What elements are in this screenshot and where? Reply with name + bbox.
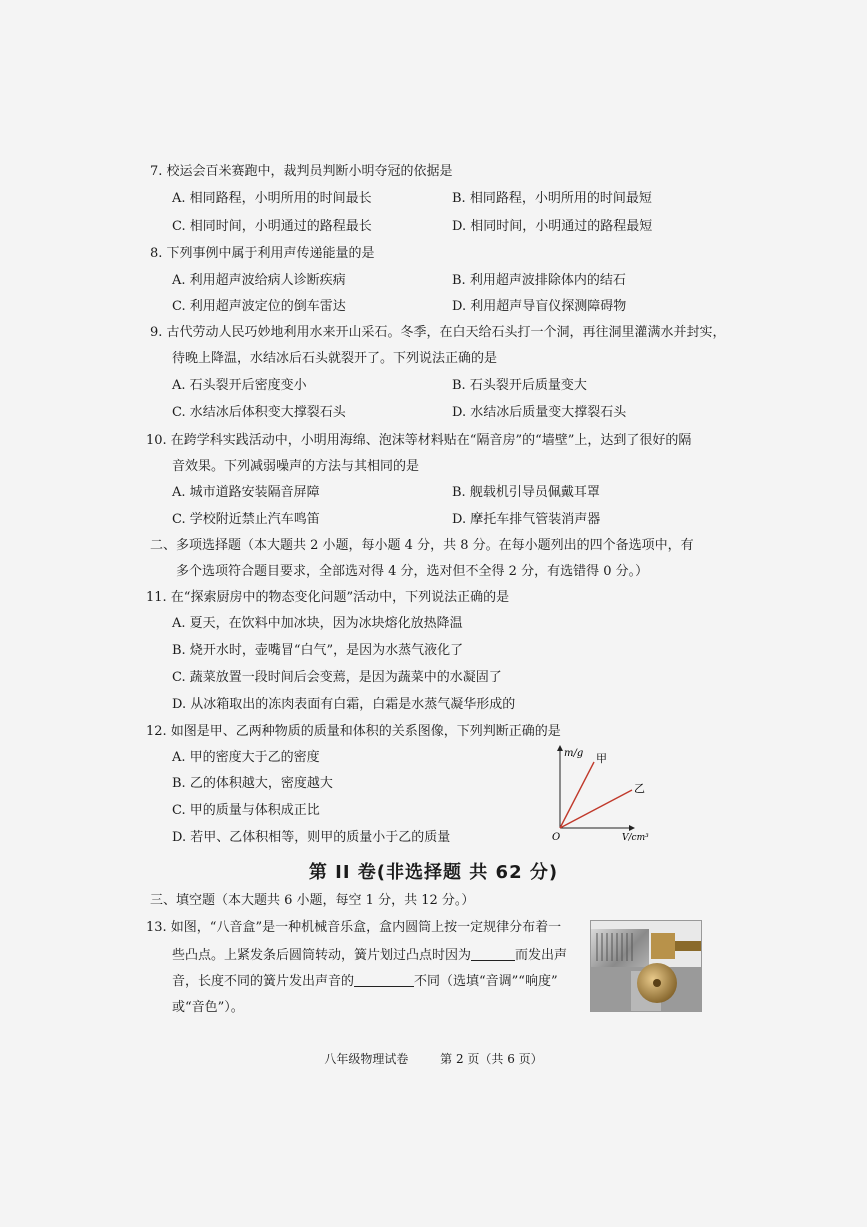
part2-title: 第 II 卷(非选择题 共 62 分) bbox=[308, 862, 559, 883]
q10-stem-line1: 10. 在跨学科实践活动中，小明用海绵、泡沫等材料贴在“隔音房”的“墙壁”上，达到了很好的隔 bbox=[146, 433, 692, 448]
section3-heading: 三、填空题（本大题共 6 小题，每空 1 分，共 12 分。） bbox=[150, 893, 475, 908]
q8-option-d: D. 利用超声导盲仪探测障碍物 bbox=[452, 299, 627, 314]
y-axis-label: m/g bbox=[564, 748, 584, 759]
q10-option-c: C. 学校附近禁止汽车鸣笛 bbox=[172, 512, 320, 527]
q11-option-d: D. 从冰箱取出的冻肉表面有白霜，白霜是水蒸气凝华形成的 bbox=[172, 697, 516, 712]
q13-line2 bbox=[172, 946, 567, 965]
q7-option-a: A. 相同路程，小明所用的时间最长 bbox=[172, 191, 372, 206]
q9-stem-line1: 9. 古代劳动人民巧妙地利用水来开山采石。冬季，在白天给石头打一个洞，再往洞里灌满水并封实， bbox=[150, 325, 726, 340]
page-footer bbox=[0, 1050, 867, 1067]
q9-option-c: C. 水结冰后体积变大撑裂石头 bbox=[172, 405, 346, 420]
footer-title: 八年级物理试卷 bbox=[324, 1052, 409, 1066]
q9-option-b: B. 石头裂开后质量变大 bbox=[452, 378, 587, 393]
q13-line2-post: 而发出声 bbox=[515, 948, 568, 963]
music-box-photo bbox=[590, 920, 702, 1012]
q12-option-d: D. 若甲、乙体积相等，则甲的质量小于乙的质量 bbox=[172, 830, 451, 845]
q10-option-b: B. 舰载机引导员佩戴耳罩 bbox=[452, 485, 600, 500]
line-jia-label: 甲 bbox=[596, 752, 607, 765]
section2-heading-line2: 多个选项符合题目要求，全部选对得 4 分，选对但不全得 2 分，有选错得 0 分。） bbox=[176, 564, 649, 579]
x-axis-label: V/cm³ bbox=[622, 833, 649, 843]
q7-option-b: B. 相同路程，小明所用的时间最短 bbox=[452, 191, 652, 206]
q13-line4: 或“音色”）。 bbox=[172, 1000, 244, 1015]
origin-label: O bbox=[552, 832, 561, 843]
section2-heading-line1: 二、多项选择题（本大题共 2 小题，每小题 4 分，共 8 分。在每小题列出的四个备选项中，有 bbox=[150, 538, 694, 553]
q11-option-c: C. 蔬菜放置一段时间后会变蔫，是因为蔬菜中的水凝固了 bbox=[172, 670, 502, 685]
line-yi bbox=[560, 790, 632, 828]
q7-option-c: C. 相同时间，小明通过的路程最长 bbox=[172, 219, 372, 234]
q13-blank-2[interactable] bbox=[354, 972, 414, 987]
q13-line3 bbox=[172, 972, 558, 991]
q13-blank-1[interactable] bbox=[471, 946, 515, 961]
q9-option-d: D. 水结冰后质量变大撑裂石头 bbox=[452, 405, 627, 420]
line-yi-label: 乙 bbox=[634, 782, 645, 795]
q11-option-b: B. 烧开水时，壶嘴冒“白气”，是因为水蒸气液化了 bbox=[172, 643, 464, 658]
q13-line3-post: 不同（选填“音调”“响度” bbox=[414, 974, 558, 989]
q13-line1: 13. 如图，“八音盒”是一种机械音乐盒，盒内圆筒上按一定规律分布着一 bbox=[146, 920, 562, 935]
q8-stem: 8. 下列事例中属于利用声传递能量的是 bbox=[150, 246, 375, 261]
q12-option-a: A. 甲的密度大于乙的密度 bbox=[172, 750, 320, 765]
q8-option-a: A. 利用超声波给病人诊断疾病 bbox=[172, 273, 346, 288]
q10-option-a: A. 城市道路安装隔音屏障 bbox=[172, 485, 320, 500]
q12-option-b: B. 乙的体积越大，密度越大 bbox=[172, 776, 333, 791]
footer-page-number: 第 2 页（共 6 页） bbox=[440, 1052, 543, 1066]
q11-option-a: A. 夏天，在饮料中加冰块，因为冰块熔化放热降温 bbox=[172, 616, 463, 631]
mass-volume-graph bbox=[548, 740, 660, 848]
q12-option-c: C. 甲的质量与体积成正比 bbox=[172, 803, 320, 818]
q13-line2-pre: 些凸点。上紧发条后圆筒转动，簧片划过凸点时因为 bbox=[172, 948, 472, 963]
q10-stem-line2: 音效果。下列减弱噪声的方法与其相同的是 bbox=[172, 459, 420, 474]
q10-option-d: D. 摩托车排气管装消声器 bbox=[452, 512, 601, 527]
q7-option-d: D. 相同时间，小明通过的路程最短 bbox=[452, 219, 653, 234]
q9-stem-line2: 待晚上降温，水结冰后石头就裂开了。下列说法正确的是 bbox=[172, 351, 498, 366]
q11-stem: 11. 在“探索厨房中的物态变化问题”活动中，下列说法正确的是 bbox=[146, 590, 510, 605]
q12-stem: 12. 如图是甲、乙两种物质的质量和体积的关系图像，下列判断正确的是 bbox=[146, 724, 561, 739]
q7-stem: 7. 校运会百米赛跑中，裁判员判断小明夺冠的依据是 bbox=[150, 164, 453, 179]
q9-option-a: A. 石头裂开后密度变小 bbox=[172, 378, 307, 393]
line-jia bbox=[560, 762, 594, 828]
q8-option-b: B. 利用超声波排除体内的结石 bbox=[452, 273, 626, 288]
q8-option-c: C. 利用超声波定位的倒车雷达 bbox=[172, 299, 346, 314]
q13-line3-pre: 音，长度不同的簧片发出声音的 bbox=[172, 974, 355, 989]
